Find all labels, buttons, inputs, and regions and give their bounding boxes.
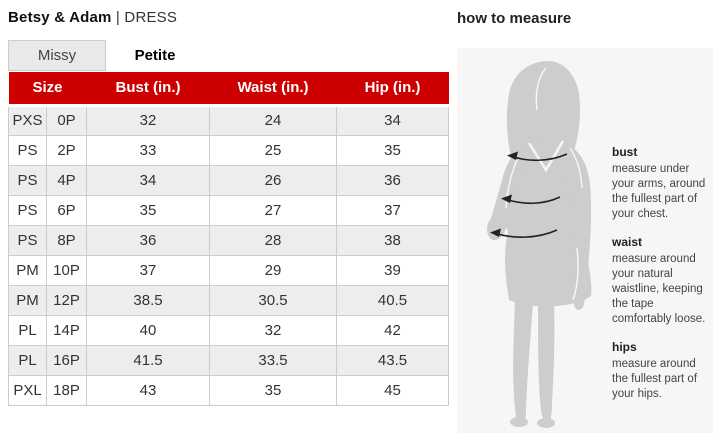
measure-section-label: hips bbox=[612, 340, 637, 354]
tab-petite[interactable]: Petite bbox=[106, 40, 204, 71]
size-row bbox=[9, 105, 449, 135]
cell-size-alpha: PL bbox=[9, 315, 47, 345]
cell-size-alpha: PS bbox=[9, 135, 47, 165]
cell-bust: 33 bbox=[87, 135, 210, 165]
col-header-waist: Waist (in.) bbox=[210, 72, 337, 105]
cell-size-numeric: 10P bbox=[47, 255, 87, 285]
cell-size-numeric: 2P bbox=[47, 135, 87, 165]
female-silhouette bbox=[487, 61, 591, 428]
size-row bbox=[9, 255, 449, 285]
measure-guide-text bbox=[612, 145, 712, 415]
size-row bbox=[9, 315, 449, 345]
cell-waist: 28 bbox=[210, 225, 337, 255]
cell-waist: 33.5 bbox=[210, 345, 337, 375]
measure-section-text: measure around the fullest part of your hips. bbox=[612, 358, 698, 400]
size-row bbox=[9, 225, 449, 255]
measure-section-label: bust bbox=[612, 145, 638, 159]
measure-panel bbox=[457, 48, 713, 433]
measure-section-waist bbox=[612, 235, 712, 327]
size-table-header-row bbox=[9, 72, 449, 105]
cell-waist: 25 bbox=[210, 135, 337, 165]
cell-size-numeric: 0P bbox=[47, 105, 87, 135]
size-row bbox=[9, 375, 449, 405]
cell-hip: 34 bbox=[337, 105, 449, 135]
cell-waist: 32 bbox=[210, 315, 337, 345]
cell-bust: 41.5 bbox=[87, 345, 210, 375]
tab-bar bbox=[8, 40, 448, 71]
cell-size-numeric: 18P bbox=[47, 375, 87, 405]
cell-size-numeric: 6P bbox=[47, 195, 87, 225]
size-row bbox=[9, 195, 449, 225]
cell-size-alpha: PS bbox=[9, 165, 47, 195]
measure-section-text: measure around your natural waistline, keeping the tape comfortably loose. bbox=[612, 253, 706, 325]
cell-bust: 40 bbox=[87, 315, 210, 345]
cell-hip: 37 bbox=[337, 195, 449, 225]
cell-hip: 39 bbox=[337, 255, 449, 285]
brand-name: Betsy & Adam bbox=[8, 9, 112, 26]
measure-section-label: waist bbox=[612, 235, 643, 249]
cell-waist: 35 bbox=[210, 375, 337, 405]
cell-waist: 26 bbox=[210, 165, 337, 195]
cell-bust: 43 bbox=[87, 375, 210, 405]
measure-section-text: measure under your arms, around the fullest part of your chest. bbox=[612, 163, 706, 220]
cell-waist: 29 bbox=[210, 255, 337, 285]
size-chart-table bbox=[8, 72, 449, 406]
cell-size-numeric: 12P bbox=[47, 285, 87, 315]
cell-size-alpha: PM bbox=[9, 255, 47, 285]
size-table-body bbox=[9, 105, 449, 405]
size-row bbox=[9, 345, 449, 375]
cell-size-alpha: PL bbox=[9, 345, 47, 375]
cell-size-numeric: 14P bbox=[47, 315, 87, 345]
cell-hip: 40.5 bbox=[337, 285, 449, 315]
cell-waist: 27 bbox=[210, 195, 337, 225]
cell-hip: 35 bbox=[337, 135, 449, 165]
cell-bust: 37 bbox=[87, 255, 210, 285]
cell-hip: 45 bbox=[337, 375, 449, 405]
measure-section-hips bbox=[612, 340, 712, 402]
cell-bust: 32 bbox=[87, 105, 210, 135]
cell-hip: 42 bbox=[337, 315, 449, 345]
measure-section-bust bbox=[612, 145, 712, 222]
size-row bbox=[9, 165, 449, 195]
cell-size-alpha: PXS bbox=[9, 105, 47, 135]
cell-size-alpha: PS bbox=[9, 225, 47, 255]
cell-waist: 24 bbox=[210, 105, 337, 135]
col-header-size: Size bbox=[9, 72, 87, 105]
title-separator: | bbox=[115, 9, 121, 26]
cell-bust: 38.5 bbox=[87, 285, 210, 315]
col-header-hip: Hip (in.) bbox=[337, 72, 449, 105]
page-title bbox=[8, 6, 448, 26]
cell-size-numeric: 8P bbox=[47, 225, 87, 255]
cell-bust: 36 bbox=[87, 225, 210, 255]
size-row bbox=[9, 135, 449, 165]
cell-bust: 35 bbox=[87, 195, 210, 225]
size-row bbox=[9, 285, 449, 315]
product-type: DRESS bbox=[124, 9, 178, 26]
cell-hip: 36 bbox=[337, 165, 449, 195]
cell-bust: 34 bbox=[87, 165, 210, 195]
size-chart-section bbox=[8, 6, 448, 406]
col-header-bust: Bust (in.) bbox=[87, 72, 210, 105]
tab-missy[interactable]: Missy bbox=[8, 40, 106, 71]
cell-waist: 30.5 bbox=[210, 285, 337, 315]
cell-size-numeric: 4P bbox=[47, 165, 87, 195]
cell-size-numeric: 16P bbox=[47, 345, 87, 375]
cell-hip: 43.5 bbox=[337, 345, 449, 375]
cell-size-alpha: PXL bbox=[9, 375, 47, 405]
cell-size-alpha: PS bbox=[9, 195, 47, 225]
how-to-measure-title: how to measure bbox=[457, 10, 572, 27]
cell-size-alpha: PM bbox=[9, 285, 47, 315]
cell-hip: 38 bbox=[337, 225, 449, 255]
